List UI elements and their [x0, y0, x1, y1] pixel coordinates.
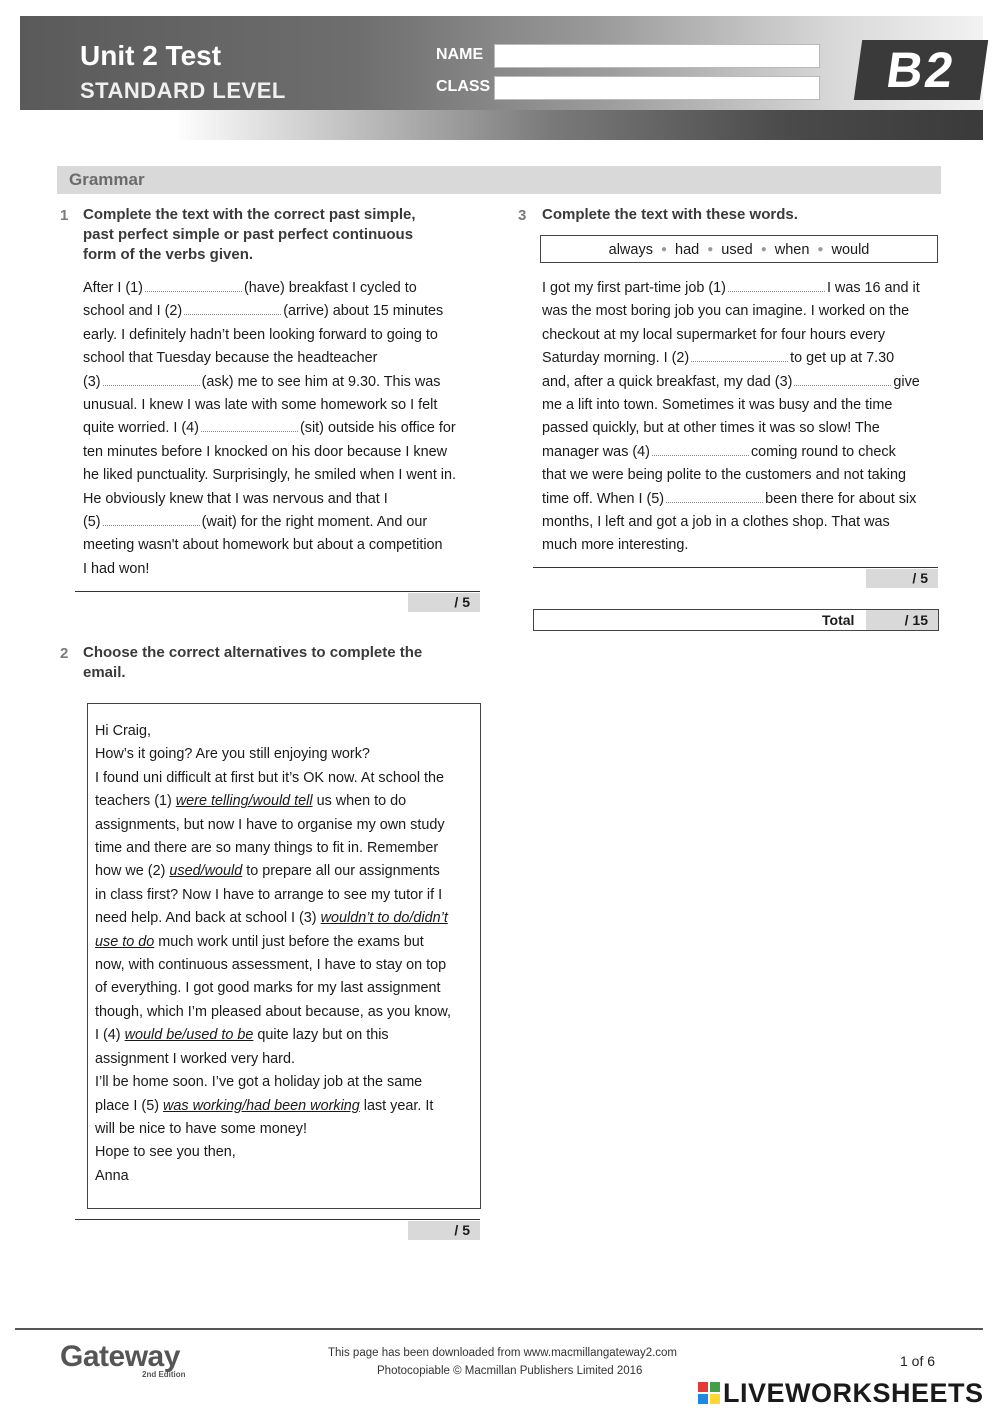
word-separator-icon: ● [660, 244, 667, 256]
text-segment: passed quickly, but at other times it was so slow! The [542, 420, 880, 437]
text-segment: place I (5) [95, 1097, 163, 1114]
text-segment: to get up at 7.30 [790, 350, 895, 367]
text-segment: been there for about six [765, 490, 917, 507]
exercise-3-title: Complete the text with these words. [542, 206, 798, 223]
text-line [83, 371, 456, 394]
class-field[interactable] [494, 76, 820, 100]
text-line [83, 394, 456, 417]
text-segment: much work until just before the exams but [154, 933, 424, 950]
email-line [95, 1165, 451, 1188]
email-line [95, 720, 451, 743]
text-line [83, 324, 456, 347]
exercise-1-text [83, 277, 456, 581]
text-segment: unusual. I knew I was late with some homework so I felt [83, 397, 438, 414]
text-segment: to prepare all our assignments [242, 863, 440, 880]
test-level: STANDARD LEVEL [80, 78, 286, 103]
text-segment: I found uni difficult at first but it’s OK now. At school the [95, 769, 445, 786]
edition-label: 2nd Edition [142, 1370, 186, 1379]
text-line [542, 394, 920, 417]
exercise-1-score: / 5 [408, 593, 480, 612]
exercise-2-score: / 5 [408, 1221, 480, 1240]
text-segment: ten minutes before I knocked on his door because I knew [83, 443, 447, 460]
email-line [95, 907, 451, 930]
text-segment: teachers (1) [95, 793, 176, 810]
text-segment: time off. When I (5) [542, 490, 665, 507]
choice-alternatives[interactable]: wouldn’t to do/didn’t [320, 910, 448, 927]
name-label: NAME [436, 46, 484, 63]
text-segment: I (4) [95, 1027, 125, 1044]
text-line [542, 488, 920, 511]
answer-gap[interactable] [103, 375, 200, 386]
liveworksheets-text: LIVEWORKSHEETS [723, 1378, 984, 1408]
exercise-2-title-line: email. [83, 664, 126, 681]
total-score: / 15 [866, 610, 938, 630]
text-segment: quite worried. I (4) [83, 420, 199, 437]
email-line [95, 931, 451, 954]
email-line [95, 1048, 451, 1071]
exercise-3-divider [533, 567, 938, 568]
exercise-2-number: 2 [60, 645, 69, 662]
answer-gap[interactable] [666, 492, 763, 503]
text-segment: assignment I worked very hard. [95, 1050, 295, 1067]
text-segment: checkout at my local supermarket for four hours every [542, 326, 886, 343]
text-segment: After I (1) [83, 280, 143, 296]
liveworksheets-watermark [698, 1378, 984, 1409]
text-segment: Hi Craig, [95, 723, 151, 739]
text-segment: need help. And back at school I (3) [95, 910, 321, 927]
word-box [540, 235, 938, 263]
exercise-3-number: 3 [518, 207, 527, 224]
page-number: 1 of 6 [900, 1353, 936, 1369]
text-segment: of everything. I got good marks for my last assignment [95, 980, 441, 997]
text-line [83, 511, 456, 534]
text-segment: Anna [95, 1167, 129, 1184]
answer-gap[interactable] [794, 375, 891, 386]
text-segment: much more interesting. [542, 537, 689, 554]
level-badge: B2 [854, 40, 988, 100]
text-segment: (3) [83, 373, 101, 390]
choice-alternatives[interactable]: used/would [169, 863, 243, 880]
copyright-note: Photocopiable © Macmillan Publishers Limited 2016 [377, 1365, 643, 1377]
text-segment: give [893, 373, 920, 390]
text-segment: though, which I’m pleased about because, as you know, [95, 1003, 451, 1020]
section-title: Grammar [69, 170, 145, 189]
text-line [83, 464, 456, 487]
gateway-logo: Gateway [60, 1340, 180, 1373]
email-line [95, 767, 451, 790]
text-segment: will be nice to have some money! [95, 1120, 307, 1137]
text-line [83, 277, 456, 300]
email-line [95, 977, 451, 1000]
text-line [83, 417, 456, 440]
email-line [95, 1141, 451, 1164]
text-line [83, 534, 456, 557]
choice-alternatives[interactable]: were telling/would tell [175, 793, 313, 810]
choice-alternatives[interactable]: would be/used to be [124, 1027, 254, 1044]
exercise-2-title [83, 643, 422, 683]
email-line [95, 954, 451, 977]
text-segment: He obviously knew that I was nervous and that I [83, 490, 388, 507]
total-box [533, 609, 939, 631]
text-segment: and, after a quick breakfast, my dad (3) [542, 373, 793, 390]
email-line [95, 837, 451, 860]
word-option: had [675, 242, 700, 258]
answer-gap[interactable] [201, 421, 298, 432]
text-segment: (ask) me to see him at 9.30. This was [201, 373, 441, 390]
text-line [542, 300, 920, 323]
text-line [542, 511, 920, 534]
text-segment: school and I (2) [83, 303, 183, 320]
answer-gap[interactable] [652, 445, 749, 456]
text-segment: quite lazy but on this [253, 1027, 389, 1044]
text-line [542, 277, 920, 300]
text-segment: Saturday morning. I (2) [542, 350, 690, 367]
exercise-1-number: 1 [60, 207, 69, 224]
text-segment: last year. It [359, 1097, 434, 1114]
text-segment: me a lift into town. Sometimes it was busy and the time [542, 397, 893, 414]
text-segment: (wait) for the right moment. And our [201, 514, 428, 531]
exercise-1-divider [75, 591, 480, 592]
text-line [542, 464, 920, 487]
text-segment: how we (2) [95, 863, 170, 880]
exercise-1-title-line: past perfect simple or past perfect continuous [83, 226, 414, 243]
exercise-3-score: / 5 [866, 569, 938, 588]
text-segment: now, with continuous assessment, I have to stay on top [95, 957, 447, 974]
text-segment: I had won! [83, 560, 150, 577]
text-segment: (5) [83, 514, 101, 531]
text-segment: that we were being polite to the customers and not taking [542, 467, 906, 484]
email-line [95, 1118, 451, 1141]
exercise-1-title-line: Complete the text with the correct past simple, [83, 206, 416, 223]
text-line [83, 300, 456, 323]
email-line [95, 790, 451, 813]
exercise-2-title-line: Choose the correct alternatives to complete the [83, 644, 423, 661]
text-line [83, 488, 456, 511]
answer-gap[interactable] [184, 304, 281, 315]
exercise-2-divider [75, 1219, 480, 1220]
word-separator-icon: ● [707, 244, 714, 256]
word-separator-icon: ● [817, 244, 824, 256]
exercise-3-text [542, 277, 920, 558]
email-line [95, 860, 451, 883]
text-segment: early. I definitely hadn’t been looking forward to going to [83, 326, 438, 343]
header-strip [20, 110, 983, 140]
choice-alternatives[interactable]: use to do [95, 933, 155, 950]
text-segment: school that Tuesday because the headteacher [83, 350, 378, 367]
text-segment: was the most boring job you can imagine. I worked on the [542, 303, 910, 320]
email-line [95, 1095, 451, 1118]
email-line [95, 814, 451, 837]
exercise-1-title-line: form of the verbs given. [83, 246, 254, 263]
text-segment: Hope to see you then, [95, 1144, 236, 1161]
name-field[interactable] [494, 44, 820, 68]
answer-gap[interactable] [145, 281, 242, 292]
email-text [95, 720, 451, 1188]
word-option: would [831, 242, 870, 258]
text-segment: in class first? Now I have to arrange to see my tutor if I [95, 886, 443, 903]
text-line [83, 441, 456, 464]
answer-gap[interactable] [728, 281, 825, 292]
email-line [95, 1071, 451, 1094]
text-segment: I’ll be home soon. I’ve got a holiday job at the same [95, 1074, 423, 1091]
email-line [95, 884, 451, 907]
text-segment: (have) breakfast I cycled to [243, 280, 417, 296]
text-segment: How’s it going? Are you still enjoying work? [95, 746, 370, 763]
text-line [542, 324, 920, 347]
answer-gap[interactable] [103, 515, 200, 526]
text-segment: I got my first part-time job (1) [542, 280, 726, 296]
class-label: CLASS [436, 78, 491, 95]
text-segment: meeting wasn't about homework but about a competition [83, 537, 443, 554]
text-line [542, 441, 920, 464]
text-segment: time and there are so many things to fit in. Remember [95, 840, 439, 857]
total-label: Total [822, 612, 855, 628]
text-segment: (arrive) about 15 minutes [283, 303, 444, 320]
section-bar [57, 166, 941, 194]
word-option: used [721, 242, 753, 258]
exercise-1-title [83, 205, 416, 265]
text-line [83, 347, 456, 370]
liveworksheets-icon [698, 1382, 720, 1404]
text-line [83, 558, 456, 581]
answer-gap[interactable] [691, 351, 788, 362]
word-option: when [774, 242, 810, 258]
word-separator-icon: ● [760, 244, 767, 256]
text-segment: us when to do [312, 793, 407, 810]
text-line [542, 417, 920, 440]
email-line [95, 743, 451, 766]
text-segment: I was 16 and it [826, 280, 920, 296]
text-segment: he liked punctuality. Surprisingly, he smiled when I went in. [83, 467, 457, 484]
text-line [542, 534, 920, 557]
text-segment: (sit) outside his office for [299, 420, 456, 437]
text-segment: months, I left and got a job in a clothes shop. That was [542, 514, 890, 531]
text-line [542, 371, 920, 394]
text-segment: manager was (4) [542, 443, 650, 460]
download-note: This page has been downloaded from www.macmillangateway2.com [328, 1347, 678, 1359]
footer-divider [15, 1328, 983, 1330]
text-line [542, 347, 920, 370]
word-option: always [608, 242, 653, 258]
text-segment: coming round to check [750, 443, 896, 460]
test-header [20, 16, 983, 140]
choice-alternatives[interactable]: was working/had been working [162, 1097, 360, 1114]
email-line [95, 1001, 451, 1024]
email-line [95, 1024, 451, 1047]
text-segment: assignments, but now I have to organise my own study [95, 816, 445, 833]
test-title: Unit 2 Test [80, 40, 222, 71]
